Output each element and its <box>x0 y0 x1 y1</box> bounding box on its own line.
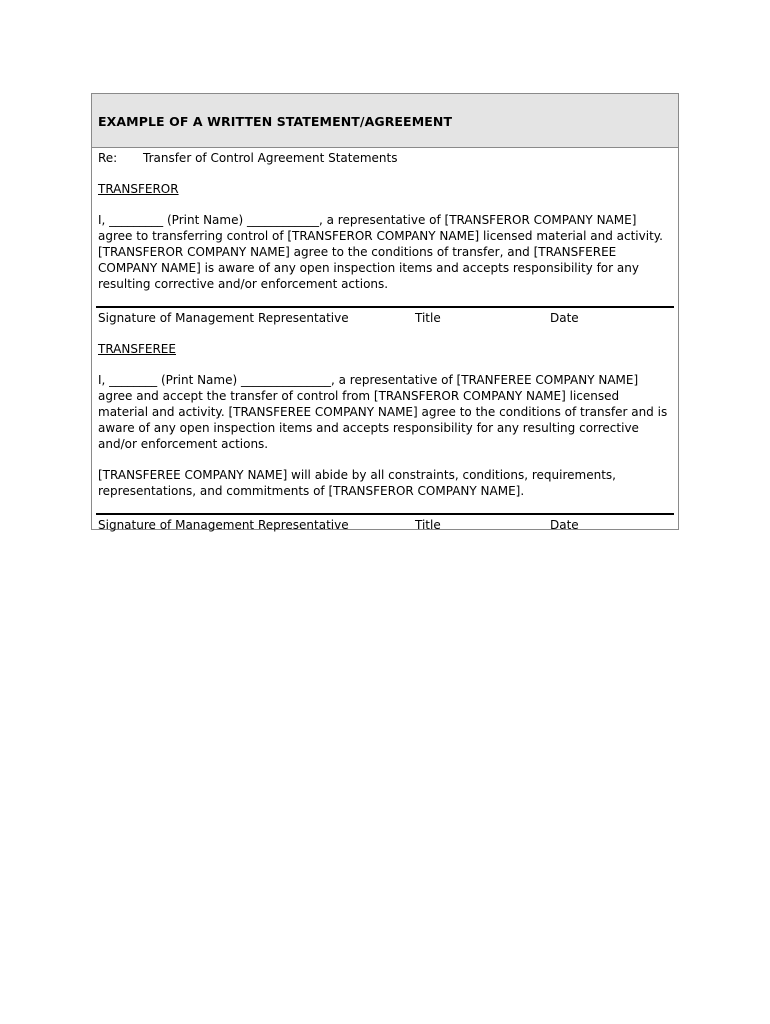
document-body <box>92 150 678 533</box>
transferee-signature-line <box>96 513 674 515</box>
transferee-title-label: Title <box>415 518 441 532</box>
re-text: Transfer of Control Agreement Statements <box>143 151 398 165</box>
transferee-signature-label: Signature of Management Representative <box>98 518 349 532</box>
re-label: Re: <box>98 151 118 165</box>
transferee-heading: TRANSFEREE <box>98 342 176 356</box>
transferee-signature-row <box>98 517 672 533</box>
transferor-signature-line <box>96 306 674 308</box>
transferee-paragraph-2: [TRANSFEREE COMPANY NAME] will abide by all constraints, conditions, requirements, representations, and commitments of [TRANSFEROR COMPANY NAME]. <box>98 468 616 498</box>
transferor-date-label: Date <box>550 311 579 325</box>
transferor-signature-label: Signature of Management Representative <box>98 311 349 325</box>
transferee-date-label: Date <box>550 518 579 532</box>
re-line <box>98 150 672 166</box>
agreement-document <box>91 93 679 530</box>
transferor-heading: TRANSFEROR <box>98 182 179 196</box>
document-title: EXAMPLE OF A WRITTEN STATEMENT/AGREEMENT <box>98 114 453 129</box>
transferor-paragraph: I, _________ (Print Name) ____________, a representative of [TRANSFEROR COMPANY NAME] agree to transferring control of [TRANSFEROR COMPANY NAME] licensed material and activity. [TRANSFEROR COMPANY NAME] agree to the conditions of transfer, and [TRANSFEREE COMPANY NAME] is aware of any open inspection items and accepts responsibility for any resulting corrective and/or enforcement actions. <box>98 213 663 291</box>
transferee-paragraph-1: I, ________ (Print Name) _______________, a representative of [TRANFEREE COMPANY NAME] agree and accept the transfer of control from [TRANSFEROR COMPANY NAME] licensed material and activity. [TRANSFEREE COMPANY NAME] agree to the conditions of transfer and is aware of any open inspection items and accepts responsibility for any resulting corrective and/or enforcement actions. <box>98 373 668 451</box>
transferor-title-label: Title <box>415 311 441 325</box>
document-header <box>92 94 678 148</box>
transferor-signature-row <box>98 310 672 326</box>
